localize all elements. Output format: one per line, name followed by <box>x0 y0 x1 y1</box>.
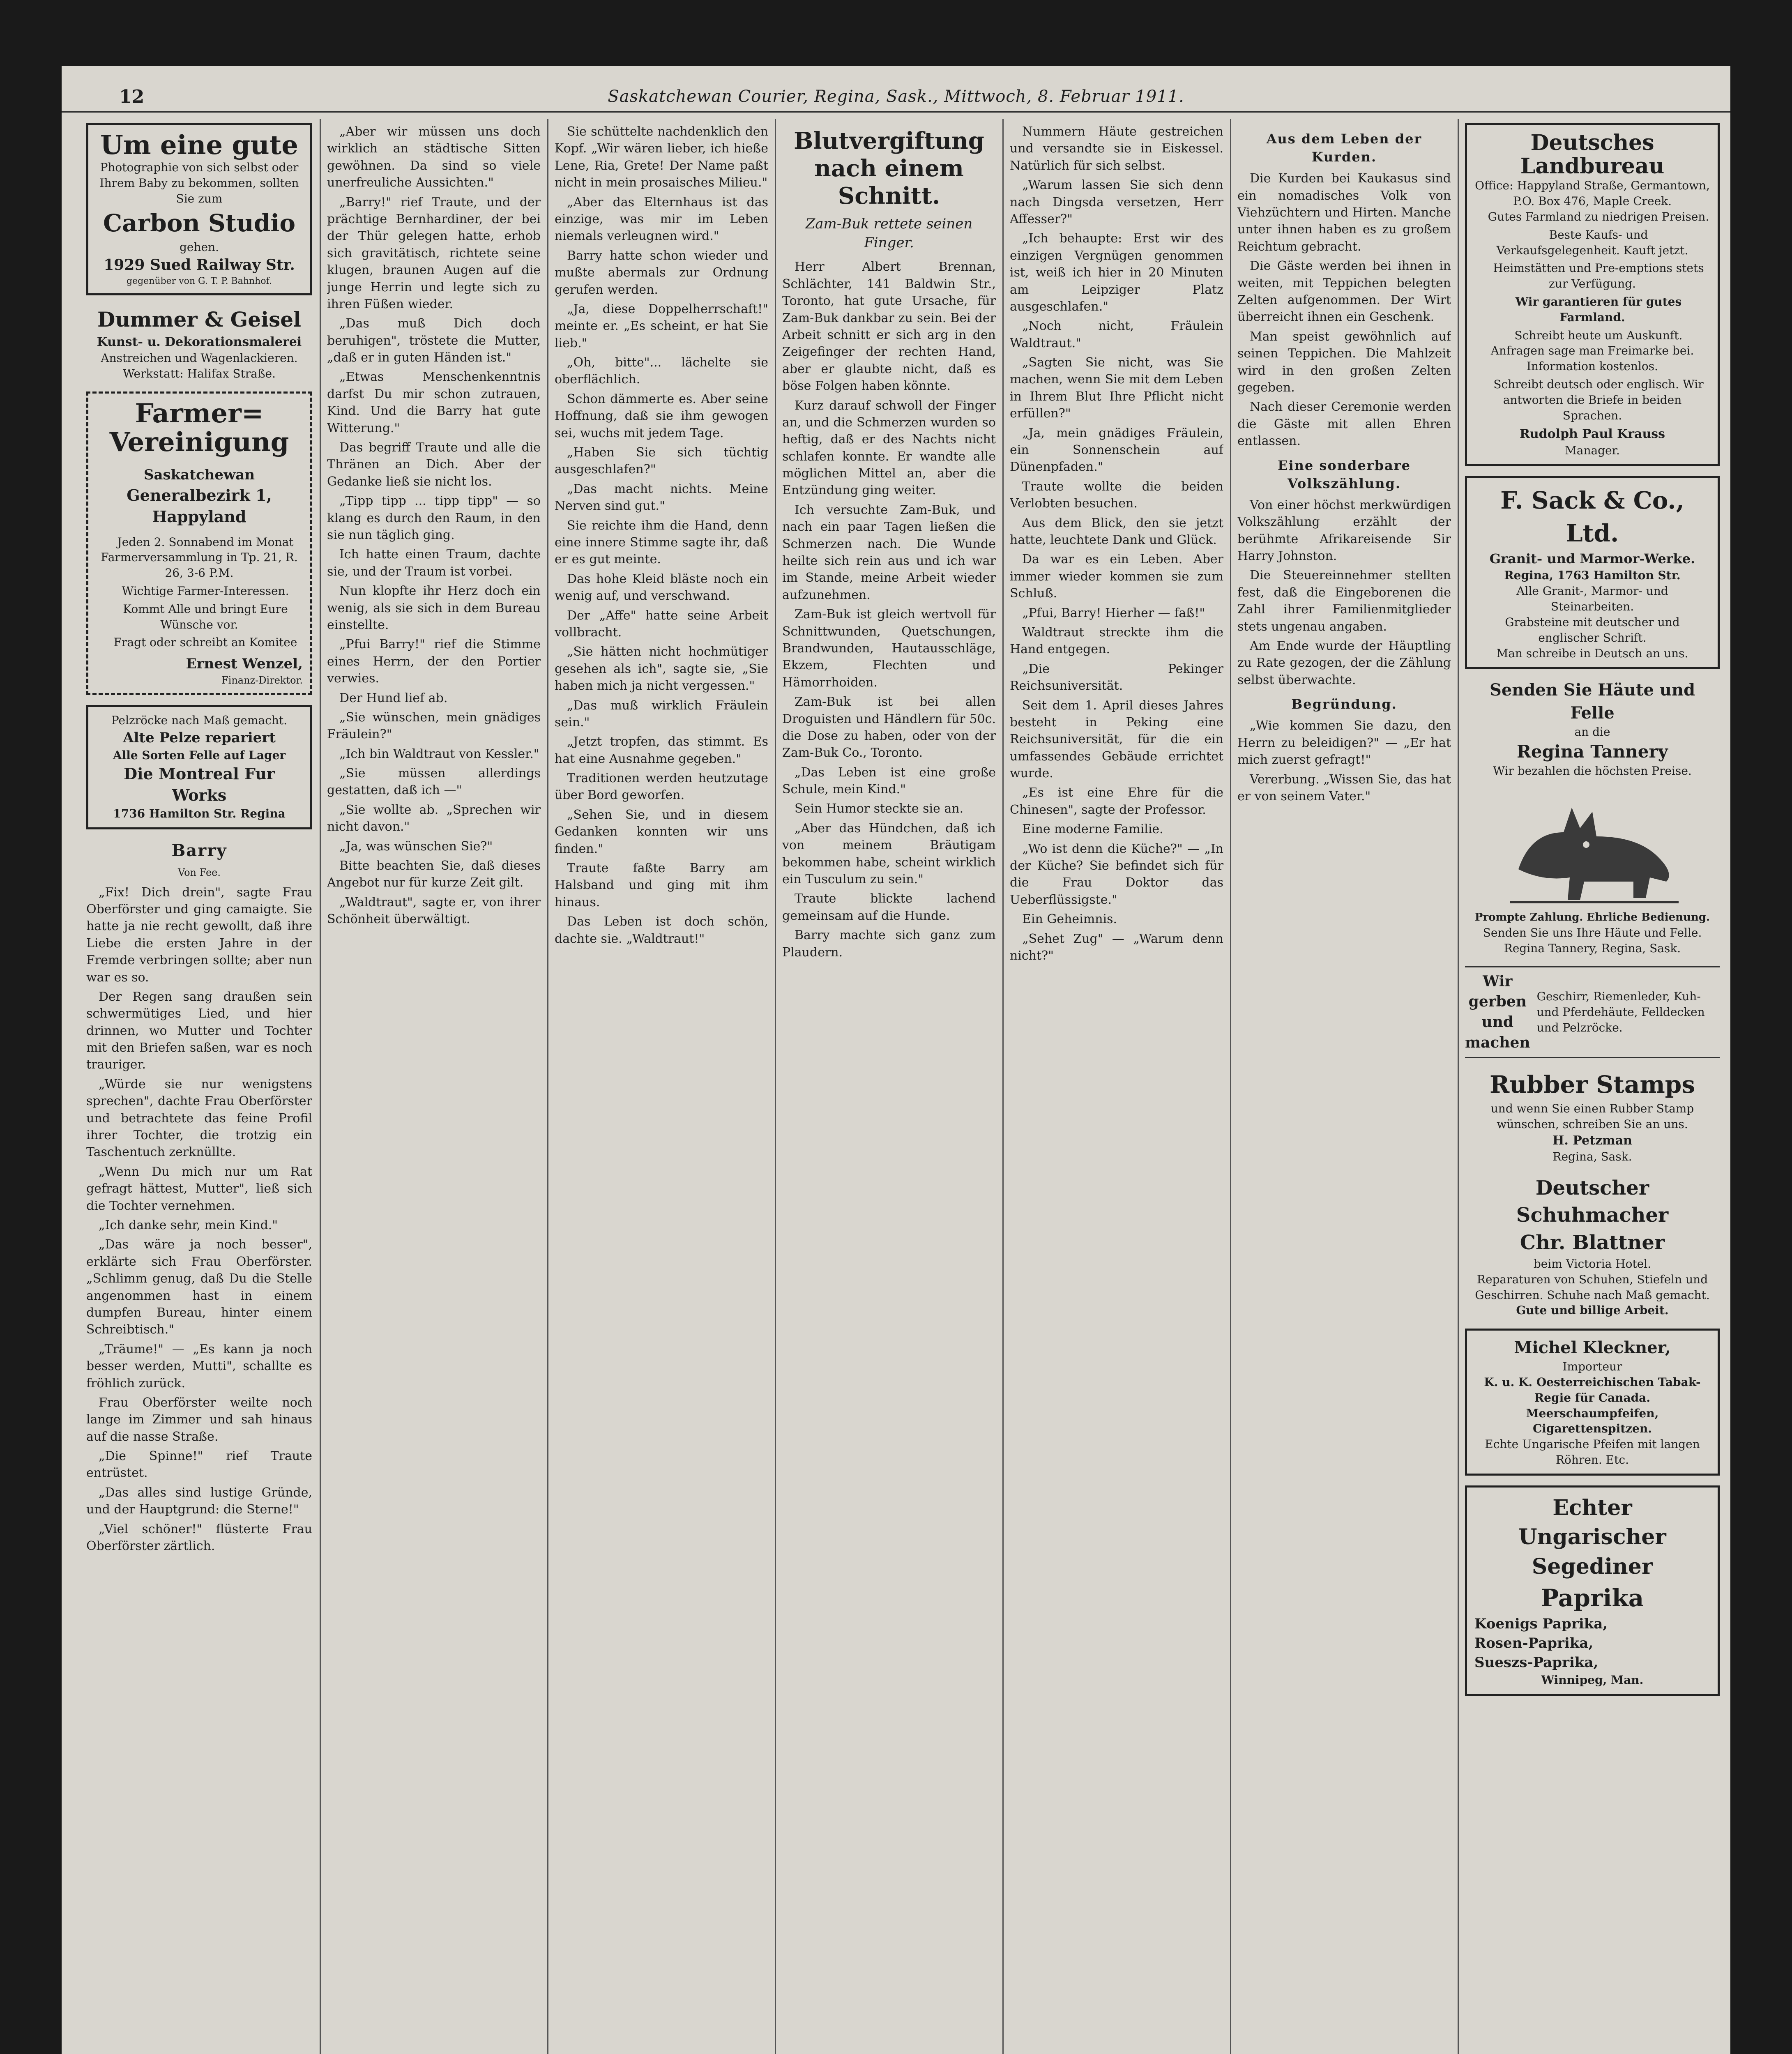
ad-lead: gehen. <box>179 240 219 254</box>
ad-title: Um eine gute <box>100 130 298 161</box>
paragraph: „Ich behaupte: Erst wir des einzigen Vergnügen genommen ist, weiß ich hier in 20 Minuten am Leipziger Platz ausgeschlafen." <box>1010 231 1223 314</box>
column-1 <box>86 123 312 2054</box>
paragraph: „Träume!" — „Es kann ja noch besser werden, Mutti", schallte es fröhlich zurück. <box>86 1342 312 1391</box>
ad-contact: Fragt oder schreibt an Komitee <box>113 636 297 649</box>
ad-item: Rosen-Paprika, <box>1474 1635 1594 1651</box>
column-rule <box>1230 119 1231 2054</box>
paragraph: „Wo ist denn die Küche?" — „In der Küche? Sie befindet sich für die Frau Doktor das Ueberflüssigste." <box>1010 841 1223 907</box>
farmer-vereinigung-ad <box>86 391 312 695</box>
ad-title: Rubber Stamps <box>1490 1071 1695 1099</box>
paragraph: „Tipp tipp ... tipp tipp" — so klang es durch den Raum, in den sie nun täglich ging. <box>327 494 541 542</box>
paragraph: Das begriff Traute und alle die Thränen an Dich. Aber der Gedanke ließ sie nicht los. <box>327 440 541 489</box>
paragraph: „Haben Sie sich tüchtig ausgeschlafen?" <box>555 445 768 477</box>
ad-invite: Kommt Alle und bringt Eure Wünsche vor. <box>123 602 288 631</box>
ad-title: Farmer= <box>135 398 264 429</box>
paragraph: „Noch nicht, Fräulein Waldtraut." <box>1010 319 1223 350</box>
paragraph: „Aber das Hündchen, daß ich von meinem Bräutigam bekommen habe, scheint wirklich ein Tusculum zu sein." <box>782 821 996 887</box>
paragraph: Am Ende wurde der Häuptling zu Rate gezogen, der die Zählung selbst überwachte. <box>1237 639 1451 687</box>
paragraph: „Ja, was wünschen Sie?" <box>339 839 493 854</box>
ad-line: Ungarischer <box>1518 1524 1666 1550</box>
montreal-fur-works-ad <box>86 705 312 829</box>
column-2 <box>327 123 541 2054</box>
ad-name: Regina Tannery <box>1516 741 1668 762</box>
paragraph: „Das Leben ist eine große Schule, mein Kind." <box>782 765 996 797</box>
ad-line: Anstreichen und Wagenlackieren. <box>101 351 298 365</box>
ad-line: Pelzröcke nach Maß gemacht. <box>111 714 288 728</box>
paragraph: „Oh, bitte"... lächelte sie oberflächlich. <box>555 355 768 387</box>
carbon-studio-ad <box>86 123 312 295</box>
ad-title: Deutscher Schuhmacher <box>1516 1177 1669 1227</box>
ad-line: Senden Sie uns Ihre Häute und Felle. Regina Tannery, Regina, Sask. <box>1483 926 1702 955</box>
ad-label: Wir gerben und machen <box>1465 972 1530 1051</box>
column-7 <box>1465 123 1720 2054</box>
paragraph: Zam-Buk ist bei allen Droguisten und Händlern für 50c. die Dose zu haben, oder von der Zam-Buk Co., Toronto. <box>782 695 996 760</box>
ad-address: Office: Happyland Straße, Germantown, P.O. Box 476, Maple Creek. <box>1475 179 1710 208</box>
landbureau-ad <box>1465 123 1720 466</box>
paragraph: „Wie kommen Sie dazu, den Herrn zu beleidigen?" — „Er hat mich zuerst gefragt!" <box>1237 718 1451 767</box>
section-title: Begründung. <box>1291 696 1397 712</box>
paragraph: „Wenn Du mich nur um Rat gefragt hättest, Mutter", ließ sich die Tochter vernehmen. <box>86 1164 312 1213</box>
ad-item: Sueszs-Paprika, <box>1474 1654 1599 1671</box>
paragraph: Eine moderne Familie. <box>1022 822 1163 837</box>
paragraph: „Barry!" rief Traute, und der prächtige Bernhardiner, der bei der Thür gelegen hatte, erhob sich gravitätisch, richtete seine klugen, braunen Augen auf die junge Herrin und legte sich zu ihren Füßen wieder. <box>327 195 541 311</box>
ad-line: Werkstatt: Halifax Straße. <box>122 367 276 381</box>
ad-line: Segediner <box>1532 1554 1653 1580</box>
ad-interest: Wichtige Farmer-Interessen. <box>122 584 289 598</box>
ad-title: Deutsches Landbureau <box>1520 130 1665 179</box>
kleckner-ad <box>1465 1329 1720 1476</box>
paragraph: Da war es ein Leben. Aber immer wieder kommen sie zum Schluß. <box>1010 552 1223 601</box>
ad-note: gegenüber von G. T. P. Bahnhof. <box>127 276 272 287</box>
paragraph: „Sie wünschen, mein gnädiges Fräulein?" <box>327 710 541 742</box>
ad-line: Importeur <box>1562 1360 1622 1374</box>
paragraph: Die Steuereinnehmer stellten fest, daß die Eingeborenen die Zahl ihrer Familienmitglieder stets ungenau angaben. <box>1237 568 1451 634</box>
paragraph: Traute blickte lachend gemeinsam auf die Hunde. <box>782 891 996 923</box>
paragraph: Seit dem 1. April dieses Jahres besteht in Peking eine Reichsuniversität, für die ein umfassendes Gebäude errichtet wurde. <box>1010 698 1223 781</box>
paragraph: „Etwas Menschenkenntnis darfst Du mir schon zutrauen, Kind. Und die Barry hat gute Witterung." <box>327 370 541 435</box>
ad-line: Alle Granit-, Marmor- und Steinarbeiten. <box>1516 584 1668 614</box>
paragraph: „Ja, mein gnädiges Fräulein, ein Sonnenschein auf Dünenpfaden." <box>1010 426 1223 474</box>
paragraph: „Das macht nichts. Meine Nerven sind gut." <box>555 481 768 514</box>
column-rule <box>547 119 548 2054</box>
section-title: Aus dem Leben der Kurden. <box>1266 131 1422 165</box>
ad-line: Beste Kaufs- und Verkaufsgelegenheit. Kauft jetzt. <box>1496 228 1688 257</box>
article-headline: Blutvergiftung nach einem Schnitt. <box>794 127 984 210</box>
paragraph: Waldtraut streckte ihm die Hand entgegen. <box>1010 625 1223 657</box>
column-rule <box>1002 119 1004 2054</box>
ad-body: Reparaturen von Schuhen, Stiefeln und Geschirren. Schuhe nach Maß gemacht. <box>1475 1272 1710 1302</box>
schuhmacher-ad <box>1465 1174 1720 1319</box>
masthead: Saskatchewan Courier, Regina, Sask., Mittwoch, 8. Februar 1911. <box>608 87 1184 106</box>
ad-line: Meerschaumpfeifen, Cigarettenspitzen. <box>1526 1406 1659 1436</box>
paragraph: Barry machte sich ganz zum Plaudern. <box>782 928 996 960</box>
ad-location: beim Victoria Hotel. <box>1533 1257 1651 1271</box>
article-body <box>1010 123 1223 964</box>
paragraph: „Warum lassen Sie sich denn nach Dingsda versetzen, Herr Affesser?" <box>1010 178 1223 226</box>
paragraph: Sein Humor steckte sie an. <box>795 801 964 816</box>
paragraph: Herr Albert Brennan, Schlächter, 141 Baldwin Str., Toronto, hat gute Ursache, für Zam-Buk dankbar zu sein. Bei der Arbeit schnitt er sich arg in den Zeigefinger der rechten Hand, aber er glaubte nicht, daß es böse Folgen haben könnte. <box>782 260 996 394</box>
ad-line: Gutes Farmland zu niedrigen Preisen. <box>1488 210 1709 223</box>
ad-schedule: Jeden 2. Sonnabend im Monat Farmerversammlung in Tp. 21, R. 26, 3-6 P.M. <box>101 535 298 580</box>
story-continuation <box>555 123 768 947</box>
paragraph: „Aber das Elternhaus ist das einzige, was mir im Leben niemals verleugnen wird." <box>555 195 768 244</box>
article-body <box>1237 717 1451 805</box>
paragraph: Traute faßte Barry am Halsband und ging mit ihm hinaus. <box>555 861 768 910</box>
sack-co-ad <box>1465 476 1720 669</box>
paragraph: „Die Spinne!" rief Traute entrüstet. <box>86 1449 312 1481</box>
ad-line: an die <box>1574 725 1610 739</box>
ad-line: Schreibt deutsch oder englisch. Wir antworten die Briefe in beiden Sprachen. <box>1493 377 1704 422</box>
ad-line: Kunst- u. Dekorationsmalerei <box>97 334 302 349</box>
ad-address: 1929 Sued Railway Str. <box>104 256 295 274</box>
paragraph: Der Hund lief ab. <box>339 691 448 705</box>
paragraph: „Waldtraut", sagte er, von ihrer Schönheit überwältigt. <box>327 895 541 927</box>
paragraph: Traute wollte die beiden Verlobten besuchen. <box>1010 479 1223 511</box>
ad-line: Prompte Zahlung. Ehrliche Bedienung. <box>1474 911 1710 924</box>
column-rule <box>320 119 321 2054</box>
paragraph: Zam-Buk ist gleich wertvoll für Schnittwunden, Quetschungen, Brandwunden, Hautausschläge, Ekzem, Flechten und Hämorrhoiden. <box>782 607 996 690</box>
paragraph: Nach dieser Ceremonie werden die Gäste mit allen Ehren entlassen. <box>1237 400 1451 449</box>
ad-name: Carbon Studio <box>103 209 296 237</box>
ad-line: K. u. K. Oesterreichischen Tabak-Regie für Canada. <box>1484 1375 1701 1405</box>
paragraph: Ich versuchte Zam-Buk, und nach ein paar Tagen ließen die Schmerzen nach. Die Wunde heilte sich rein aus und ich war im Stande, meine Arbeit wieder aufzunehmen. <box>782 502 996 602</box>
article-body <box>1237 497 1451 689</box>
ad-line: Man schreibe in Deutsch an uns. <box>1496 646 1688 660</box>
section-title: Eine sonderbare Volkszählung. <box>1278 457 1411 491</box>
paragraph: „Aber wir müssen uns doch wirklich an städtische Sitten gewöhnen. Da sind so viele unerfreuliche Aussichten." <box>327 124 541 190</box>
paragraph: Ein Geheimnis. <box>1022 912 1117 927</box>
paragraph: Die Gäste werden bei ihnen in weiten, mit Teppichen belegten Zelten aufgenommen. Der Wirt überreicht ihnen ein Geschenk. <box>1237 259 1451 325</box>
paragraph: Man speist gewöhnlich auf seinen Teppichen. Die Mahlzeit wird in den großen Zelten gegeben. <box>1237 329 1451 395</box>
paragraph: „Das wäre ja noch besser", erklärte sich Frau Oberförster. „Schlimm genug, daß Du die Stelle angenommen hast in einem dumpfen Bureau, hinter einem Schreibtisch." <box>86 1237 312 1337</box>
paragraph: Sie reichte ihm die Hand, denn eine innere Stimme sagte ihr, daß er es gut meinte. <box>555 518 768 567</box>
paragraph: Nun klopfte ihr Herz doch ein wenig, als sie sich in dem Bureau einstellte. <box>327 584 541 632</box>
regina-tannery-ad <box>1465 679 1720 956</box>
ad-name: Chr. Blattner <box>1520 1231 1665 1254</box>
ad-name: Die Montreal Fur Works <box>124 764 275 805</box>
ad-title: Senden Sie Häute und Felle <box>1489 680 1695 723</box>
dummer-geisel-ad <box>86 305 312 382</box>
ad-line: Echte Ungarische Pfeifen mit langen Röhren. Etc. <box>1485 1437 1700 1467</box>
rubber-stamps-ad <box>1465 1068 1720 1165</box>
ad-name: F. Sack & Co., Ltd. <box>1500 486 1684 547</box>
paragraph: Nummern Häute gestreichen und versandte sie in Eiskessel. Natürlich für sich selbst. <box>1010 124 1223 173</box>
paragraph: Aus dem Blick, den sie jetzt hatte, leuchtete Dank und Glück. <box>1010 516 1223 547</box>
paragraph: „Sehet Zug" — „Warum denn nicht?" <box>1010 931 1223 963</box>
ad-line: Schreibt heute um Auskunft. Anfragen sage man Freimarke bei. Information kostenlos. <box>1490 328 1694 373</box>
paragraph: „Sagten Sie nicht, was Sie machen, wenn Sie mit dem Leben in Ihrem Blut Ihre Pflicht nicht erfüllen?" <box>1010 355 1223 421</box>
ad-footer: Winnipeg, Man. <box>1541 1673 1644 1687</box>
paragraph: Ich hatte einen Traum, dachte sie, und der Traum ist vorbei. <box>327 547 541 579</box>
paragraph: „Viel schöner!" flüsterte Frau Oberförster zärtlich. <box>86 1522 312 1554</box>
paragraph: „Sie wollte ab. „Sprechen wir nicht davon." <box>327 802 541 834</box>
newspaper-page <box>62 66 1730 2054</box>
column-4 <box>782 123 996 2054</box>
page-header <box>62 82 1730 113</box>
paragraph: Kurz darauf schwoll der Finger an, und die Schmerzen wurden so heftig, daß er des Nachts nicht schlafen konnte. Er wandte alle möglichen Mittel an, aber die Entzündung ging weiter. <box>782 398 996 498</box>
paragraph: Von einer höchst merkwürdigen Volkszählung erzählt der berühmte Afrikareisende Sir Harry Johnston. <box>1237 497 1451 564</box>
paragraph: „Sehen Sie, und in diesem Gedanken konnten wir uns finden." <box>555 807 768 856</box>
ad-line: Wir garantieren für gutes Farmland. <box>1515 295 1682 324</box>
ad-line: Echter <box>1552 1495 1632 1520</box>
ad-line: Paprika <box>1541 1584 1644 1612</box>
page-number: 12 <box>119 86 145 107</box>
paragraph: Barry hatte schon wieder und mußte abermals zur Ordnung gerufen werden. <box>555 248 768 297</box>
ad-title: Vereinigung <box>109 427 289 458</box>
ad-footer: Gute und billige Arbeit. <box>1516 1303 1669 1317</box>
gerben-ad <box>1465 966 1720 1059</box>
paragraph: Bitte beachten Sie, daß dieses Angebot nur für kurze Zeit gilt. <box>327 859 541 890</box>
ad-item: Koenigs Paprika, <box>1474 1616 1608 1632</box>
column-5 <box>1010 123 1223 2054</box>
paragraph: „Das muß wirklich Fräulein sein." <box>555 698 768 730</box>
ad-signer: Rudolph Paul Krauss <box>1519 427 1665 442</box>
paragraph: „Ich bin Waldtraut von Kessler." <box>339 746 539 761</box>
column-rule <box>1458 119 1459 2054</box>
paragraph: „Sie müssen allerdings gestatten, daß ich —" <box>327 766 541 798</box>
ad-name: H. Petzman <box>1552 1133 1632 1148</box>
paragraph: „Pfui, Barry! Hierher — faß!" <box>1022 606 1205 620</box>
column-rule <box>775 119 776 2054</box>
paragraph: „Würde sie nur wenigstens sprechen", dachte Frau Oberförster und betrachtete das feine Profil ihrer Tochter, die trotzig ein Taschentuch zerknüllte. <box>86 1077 312 1160</box>
ad-name: Michel Kleckner, <box>1514 1338 1671 1357</box>
paragraph: „Ja, diese Doppelherrschaft!" meinte er. „Es scheint, er hat Sie lieb." <box>555 302 768 350</box>
story-continuation <box>327 123 541 928</box>
story-author: Von Fee. <box>177 867 221 879</box>
ad-name: Dummer & Geisel <box>97 307 302 332</box>
article-body <box>782 258 996 961</box>
ad-district: Generalbezirk 1, Happyland <box>127 486 272 526</box>
ad-line: Wir bezahlen die höchsten Preise. <box>1493 764 1692 778</box>
paragraph: Der Regen sang draußen sein schwermütiges Lied, und hier drinnen, wo Mutter und Tochter mit den Briefen saßen, war es noch trauriger. <box>86 989 312 1072</box>
paragraph: „Die Pekinger Reichsuniversität. <box>1010 661 1223 693</box>
ad-line: Alle Sorten Felle auf Lager <box>113 748 286 762</box>
story-body <box>86 884 312 1555</box>
column-6 <box>1237 123 1451 2054</box>
article-subhead: Zam-Buk rettete seinen Finger. <box>805 215 973 251</box>
ad-signer-title: Manager. <box>1565 443 1620 457</box>
ad-line: Heimstätten und Pre-emptions stets zur Verfügung. <box>1493 261 1704 291</box>
ad-line: Alte Pelze repariert <box>123 729 276 746</box>
ad-address: Regina, Sask. <box>1552 1150 1632 1164</box>
paragraph: „Fix! Dich drein", sagte Frau Oberförster und ging camaigte. Sie hatte ja nie recht gewollt, daß ihre Liebe die ersten Jahre in der Fremde verbringen sollte; aber nun war es so. <box>86 885 312 985</box>
ad-region: Saskatchewan <box>143 466 255 483</box>
ad-line: Grabsteine mit deutscher und englischer Schrift. <box>1505 615 1680 645</box>
ad-body: Photographie von sich selbst oder Ihrem Baby zu bekommen, sollten Sie zum <box>99 161 299 205</box>
ad-address: 1736 Hamilton Str. Regina <box>113 807 286 821</box>
ad-line: Granit- und Marmor-Werke. <box>1489 550 1695 566</box>
paragraph: „Das alles sind lustige Gründe, und der Hauptgrund: die Sterne!" <box>86 1485 312 1517</box>
paragraph: „Es ist eine Ehre für die Chinesen", sagte der Professor. <box>1010 785 1223 817</box>
ad-signer: Ernest Wenzel, <box>186 656 303 672</box>
paragraph: Schon dämmerte es. Aber seine Hoffnung, daß sie ihm gewogen sei, wuchs mit jedem Tage. <box>555 391 768 440</box>
ad-items: Geschirr, Riemenleder, Kuh- und Pferdehäute, Felldecken und Pelzröcke. <box>1536 990 1705 1034</box>
article-body <box>1237 170 1451 449</box>
paragraph: Frau Oberförster weilte noch lange im Zimmer und sah hinaus auf die nasse Straße. <box>86 1395 312 1444</box>
ad-signer-title: Finanz-Direktor. <box>221 675 303 686</box>
paragraph: Der „Affe" hatte seine Arbeit vollbracht. <box>555 608 768 640</box>
paragraph: Das Leben ist doch schön, dachte sie. „Waldtraut!" <box>555 914 768 946</box>
paragraph: Vererbung. „Wissen Sie, das hat er von seinem Vater." <box>1237 772 1451 804</box>
paragraph: „Pfui Barry!" rief die Stimme eines Herrn, der den Portier verwies. <box>327 637 541 686</box>
paragraph: Das hohe Kleid bläste noch ein wenig auf, und verschwand. <box>555 571 768 603</box>
ad-line: Regina, 1763 Hamilton Str. <box>1504 568 1681 582</box>
paragraph: „Jetzt tropfen, das stimmt. Es hat eine Ausnahme gegeben." <box>555 735 768 766</box>
paragraph: Die Kurden bei Kaukasus sind ein nomadisches Volk von Viehzüchtern und Hirten. Manche unter ihnen haben es zu großem Reichtum gebracht. <box>1237 171 1451 254</box>
paragraph: Traditionen werden heutzutage über Bord geworfen. <box>555 771 768 803</box>
paragraph: „Das muß Dich doch beruhigen", tröstete die Mutter, „daß er in guten Händen ist." <box>327 316 541 365</box>
paragraph: „Ich danke sehr, mein Kind." <box>99 1218 278 1232</box>
column-3 <box>555 123 768 2054</box>
ad-body: und wenn Sie einen Rubber Stamp wünschen, schreiben Sie an uns. <box>1490 1102 1694 1131</box>
fox-illustration <box>1502 783 1683 906</box>
paprika-ad <box>1465 1485 1720 1696</box>
paragraph: Sie schüttelte nachdenklich den Kopf. „Wir wären lieber, ich hieße Lene, Ria, Grete! Der Name paßt nicht in mein prosaisches Milieu." <box>555 124 768 190</box>
story-title: Barry <box>171 841 227 861</box>
paragraph: „Sie hätten nicht hochmütiger gesehen als ich", sagte sie, „Sie haben mich ja nicht vergessen." <box>555 645 768 693</box>
